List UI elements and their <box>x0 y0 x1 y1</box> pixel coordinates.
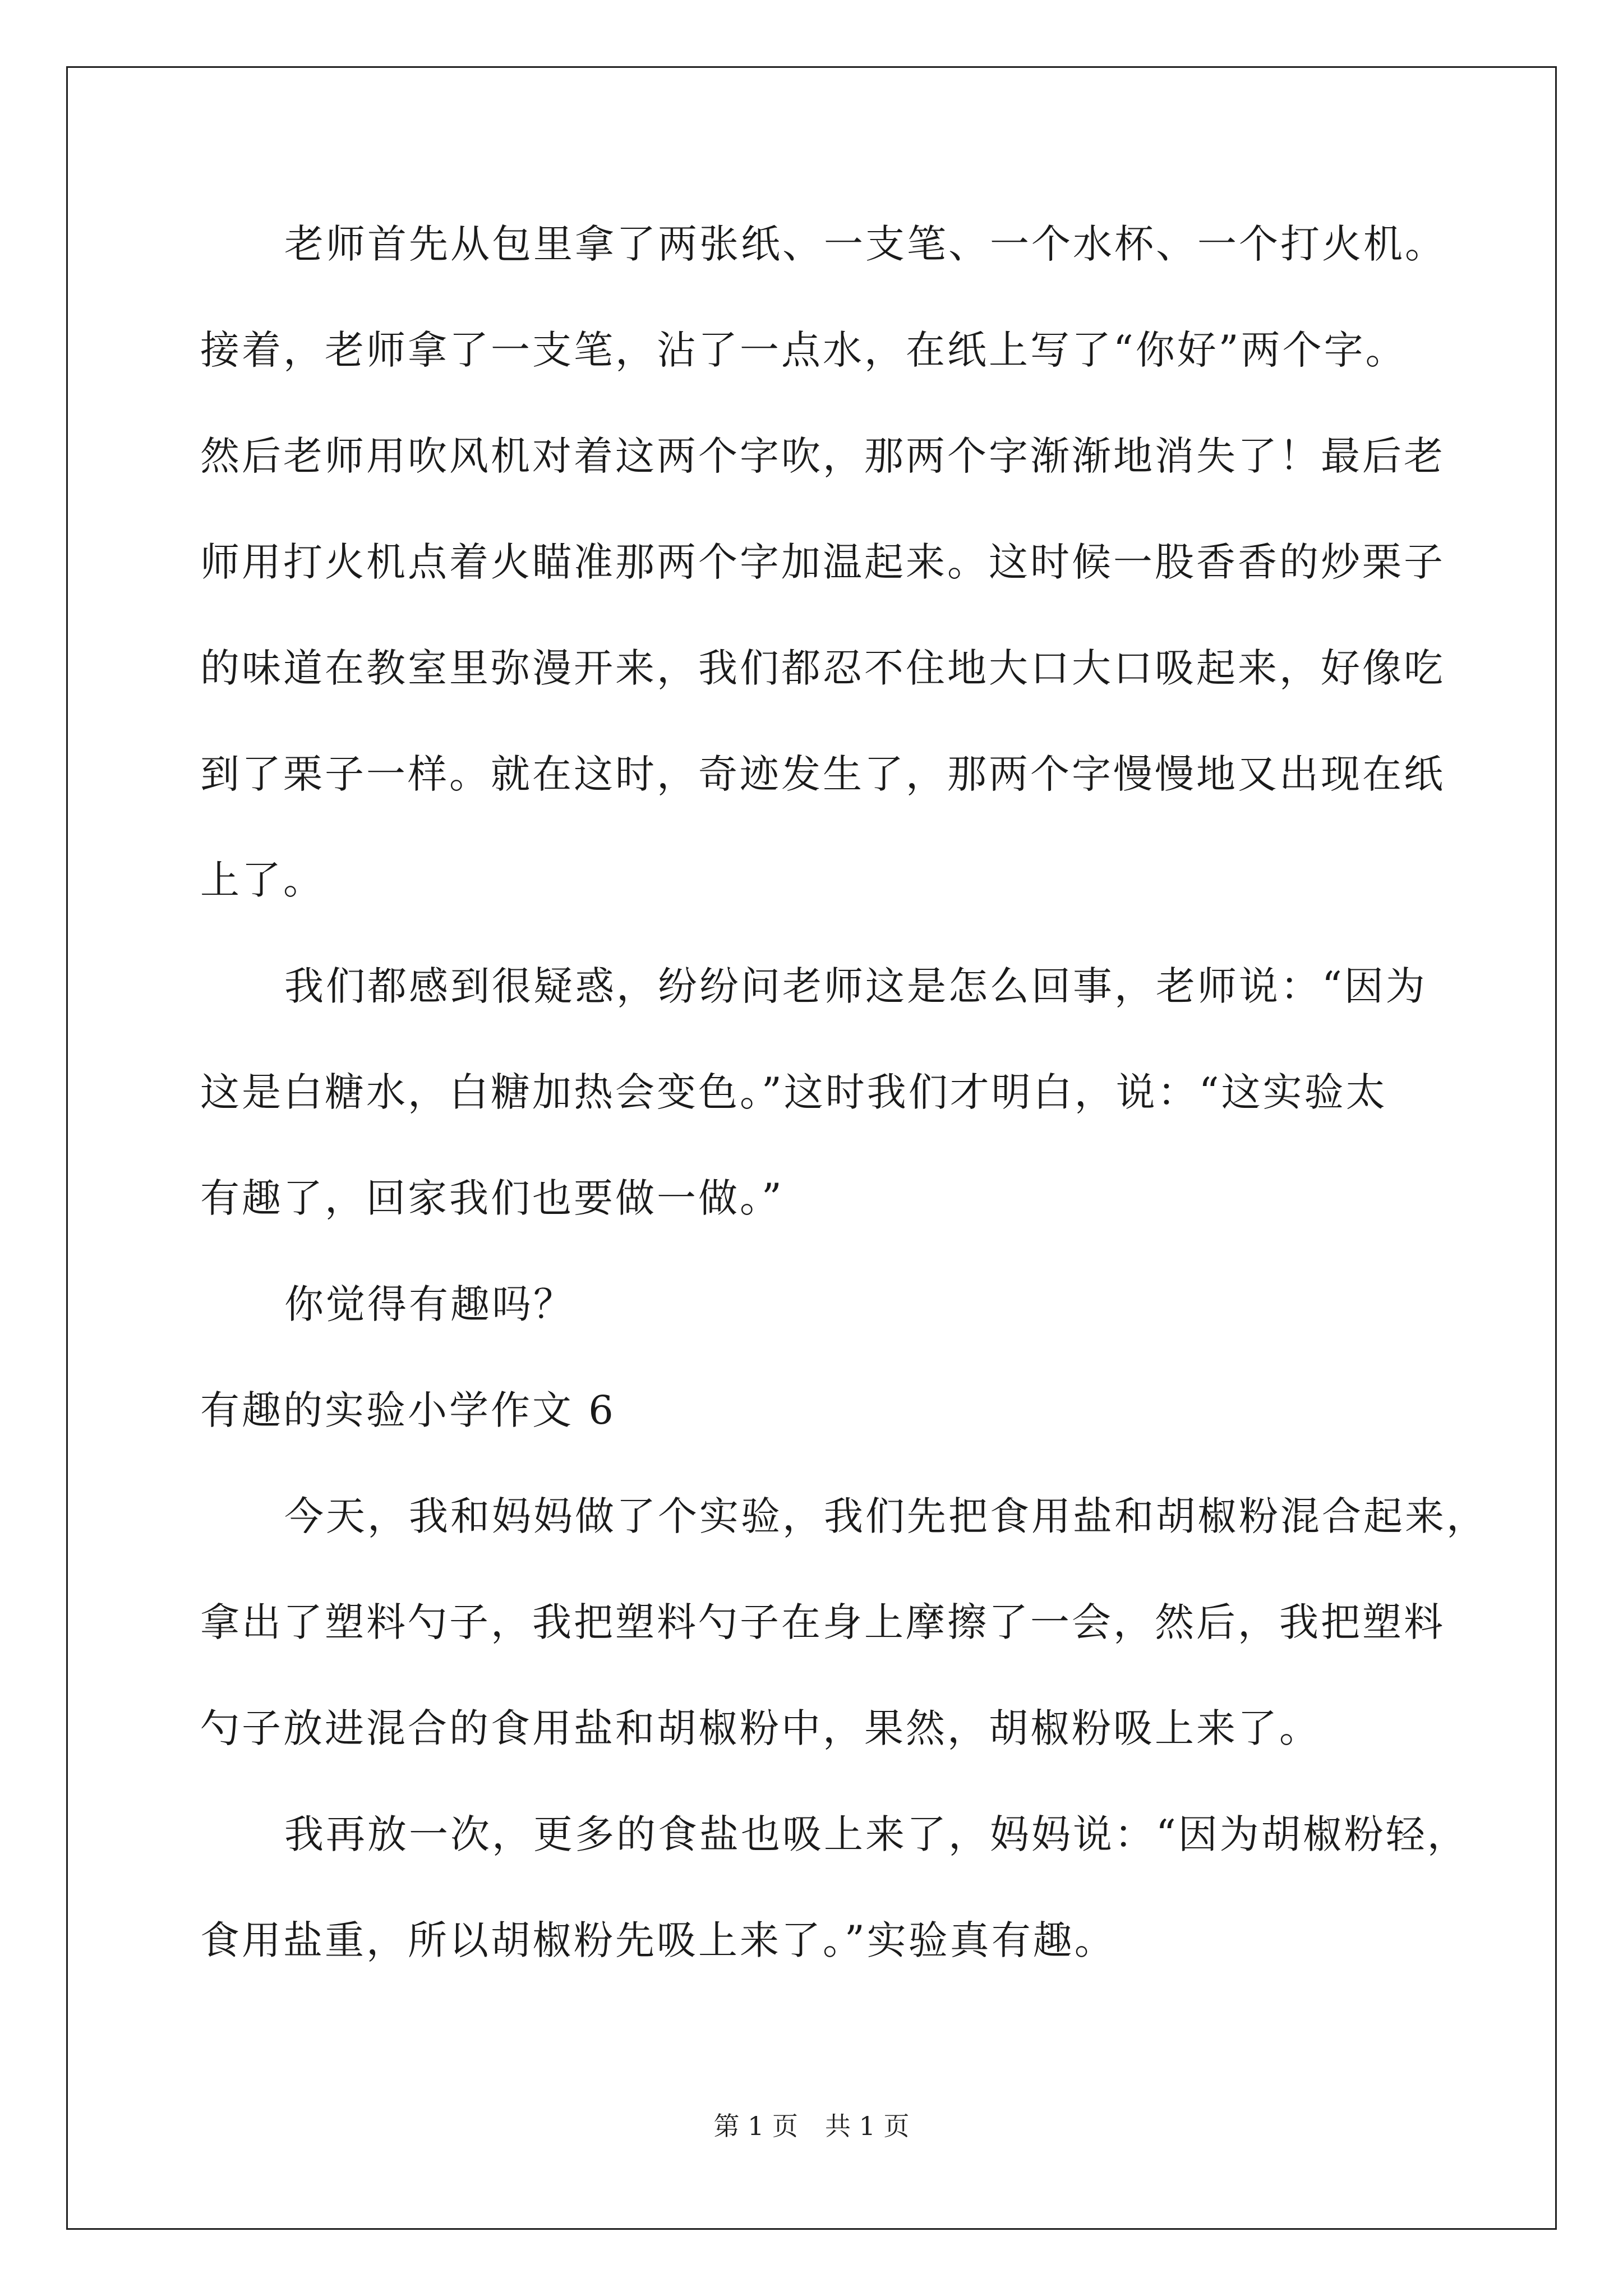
text-line: 勺子放进混合的食用盐和胡椒粉中，果然，胡椒粉吸上来了。 <box>200 1705 1321 1751</box>
text-line: 然后老师用吹风机对着这两个字吹，那两个字渐渐地消失了！最后老 <box>200 433 1445 479</box>
text-line: 我们都感到很疑惑，纷纷问老师这是怎么回事，老师说：“因为 <box>284 963 1427 1009</box>
page-footer <box>0 2109 1623 2143</box>
page-number: 第 1 页 <box>713 2111 798 2141</box>
text-line: 食用盐重，所以胡椒粉先吸上来了。”实验真有趣。 <box>200 1917 1116 1963</box>
text-line: 这是白糖水，白糖加热会变色。”这时我们才明白，说：“这实验太 <box>200 1069 1387 1115</box>
text-line: 我再放一次，更多的食盐也吸上来了，妈妈说：“因为胡椒粉轻， <box>284 1811 1469 1857</box>
text-line: 老师首先从包里拿了两张纸、一支笔、一个水杯、一个打火机。 <box>284 221 1446 267</box>
text-line: 到了栗子一样。就在这时，奇迹发生了，那两个字慢慢地又出现在纸 <box>200 751 1445 797</box>
text-line: 你觉得有趣吗？ <box>284 1281 575 1327</box>
text-line: 师用打火机点着火瞄准那两个字加温起来。这时候一股香香的炒栗子 <box>200 539 1445 585</box>
section-heading: 有趣的实验小学作文 6 <box>200 1387 616 1433</box>
text-line: 有趣了，回家我们也要做一做。” <box>200 1175 784 1221</box>
text-line: 今天，我和妈妈做了个实验，我们先把食用盐和胡椒粉混合起来， <box>284 1493 1488 1539</box>
page-total: 共 1 页 <box>825 2111 910 2141</box>
page-border <box>66 66 1557 2230</box>
text-line: 拿出了塑料勺子，我把塑料勺子在身上摩擦了一会，然后，我把塑料 <box>200 1599 1445 1645</box>
text-line: 接着，老师拿了一支笔，沾了一点水，在纸上写了“你好”两个字。 <box>200 327 1407 373</box>
text-line: 的味道在教室里弥漫开来，我们都忍不住地大口大口吸起来，好像吃 <box>200 645 1445 691</box>
text-line: 上了。 <box>200 857 325 903</box>
